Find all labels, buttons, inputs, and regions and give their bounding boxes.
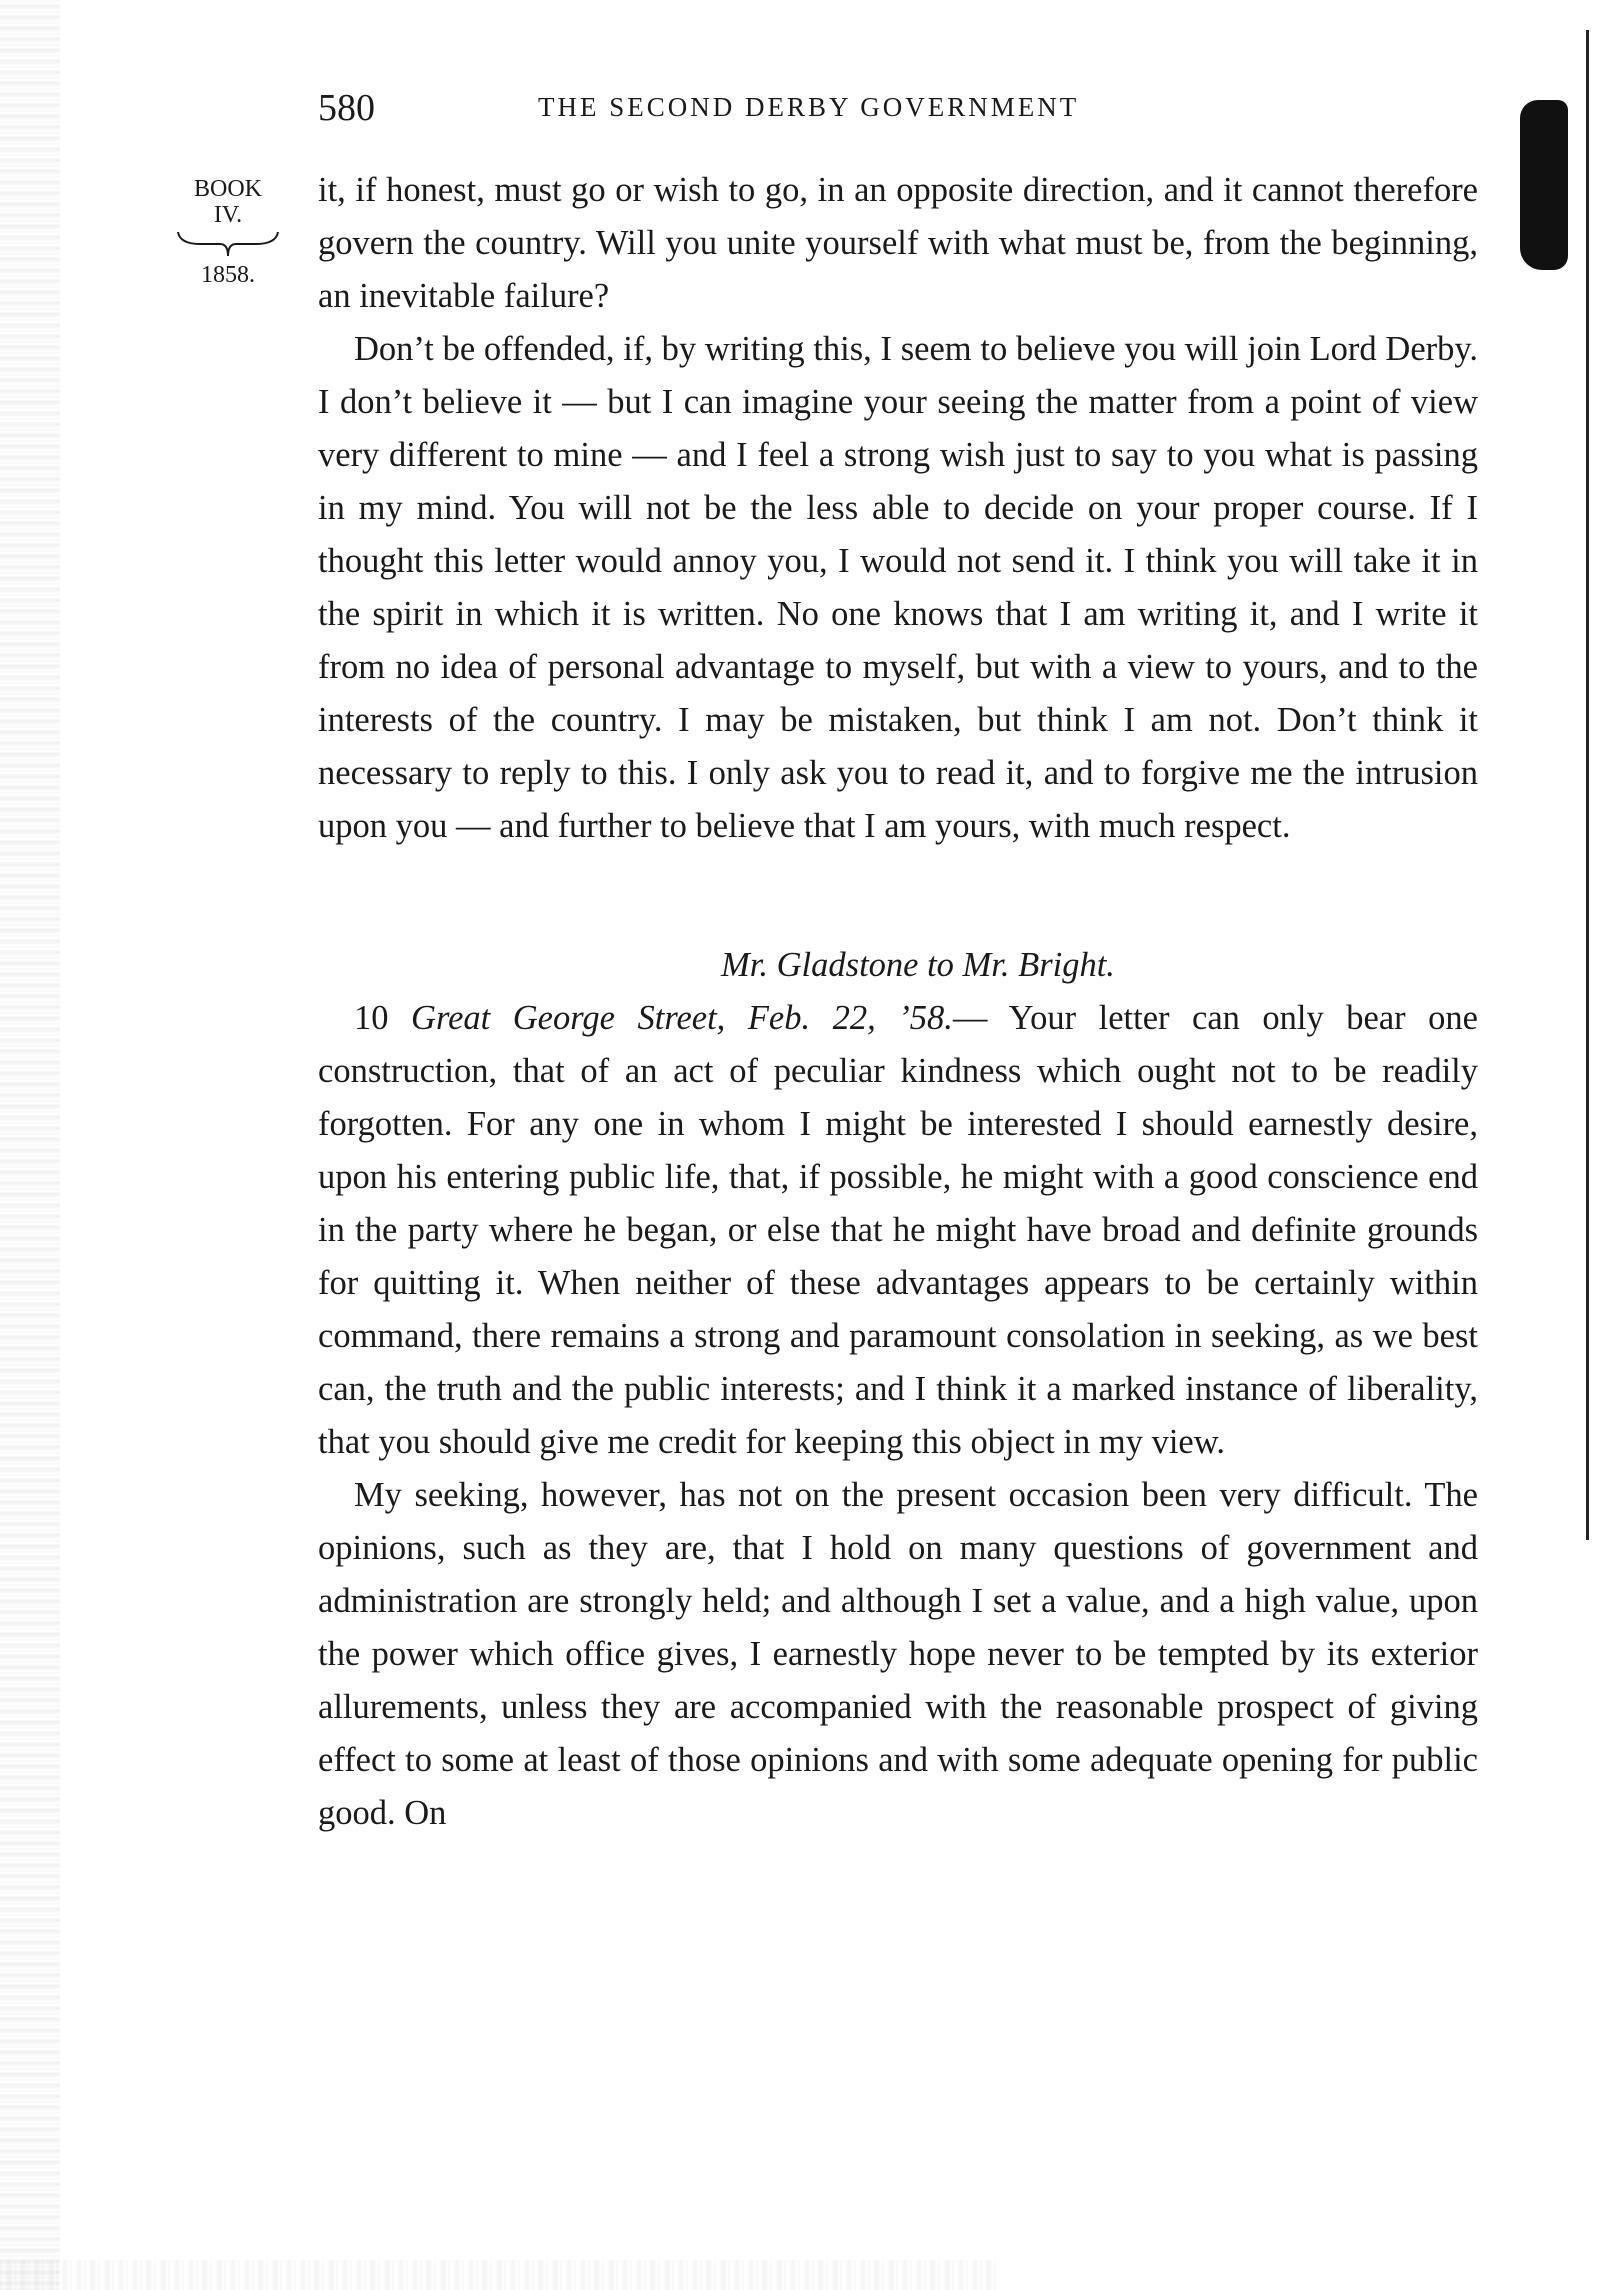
scan-edge-left bbox=[0, 0, 60, 2290]
paragraph: Don’t be offended, if, by writing this, I seem to believe you will join Lord Derby. I don’t believe it — but I can imagine your seeing the matter from a point of view very different to mine — and I feel a strong wish just to say to you what is passing in my mind. You will not be the less able to decide on your proper course. If I thought this letter would annoy you, I would not send it. I think you will take it in the spirit in which it is written. No one knows that I am writing it, and I write it from no idea of personal advantage to myself, but with a view to yours, and to the interests of the country. I may be mistaken, but think I am not. Don’t think it necessary to reply to this. I only ask you to read it, and to forgive me the intrusion upon you — and further to believe that I am yours, with much respect. bbox=[318, 330, 1478, 845]
page-edge-rule bbox=[1586, 30, 1589, 1540]
body-text bbox=[318, 164, 1478, 1840]
letter-heading: Mr. Gladstone to Mr. Bright. bbox=[721, 946, 1115, 984]
scan-thumb-mark bbox=[1520, 100, 1568, 270]
scan-edge-bottom bbox=[0, 2260, 1000, 2290]
paragraph: My seeking, however, has not on the present occasion been very difficult. The opinions, such as they are, that I hold on many questions of government and administration are strongly held; and although I set a value, and a high value, upon the power which office gives, I earnestly hope never to be tempted by its exterior allurements, unless they are accompanied with the reasonable prospect of giving effect to some at least of those opinions and with some adequate opening for public good. On bbox=[318, 1476, 1478, 1832]
margin-book: BOOK bbox=[193, 176, 262, 202]
paragraph: it, if honest, must go or wish to go, in an opposite direction, and it cannot therefore govern the country. Will you unite yourself with what must be, from the beginning, an inevitable failure? bbox=[318, 171, 1478, 315]
paragraph bbox=[318, 992, 1478, 1469]
address-number: 10 bbox=[354, 999, 389, 1037]
margin-volume: IV. bbox=[213, 202, 243, 228]
address-place: Great George Street, Feb. 22, bbox=[411, 999, 876, 1037]
margin-note bbox=[168, 176, 288, 288]
brace-icon bbox=[176, 228, 280, 258]
address-year: ’58. bbox=[898, 999, 953, 1037]
page-number: 580 bbox=[318, 87, 375, 129]
running-title: THE SECOND DERBY GOVERNMENT bbox=[538, 92, 1080, 122]
paragraph-text: — Your letter can only bear one construction, that of an act of peculiar kindness which ought not to be readily forgotten. For any one in whom I might be interested I should earnestly desire, upon his entering public life, that, if possible, he might with a good conscience end in the party where he began, or else that he might have broad and definite grounds for quitting it. When neither of these advantages appears to be certainly within command, there remains a strong and paramount consolation in seeking, as we best can, the truth and the public interests; and I think it a marked instance of liberality, that you should give me credit for keeping this object in my view. bbox=[318, 999, 1478, 1461]
running-head bbox=[318, 86, 1478, 130]
margin-year: 1858. bbox=[201, 262, 255, 288]
